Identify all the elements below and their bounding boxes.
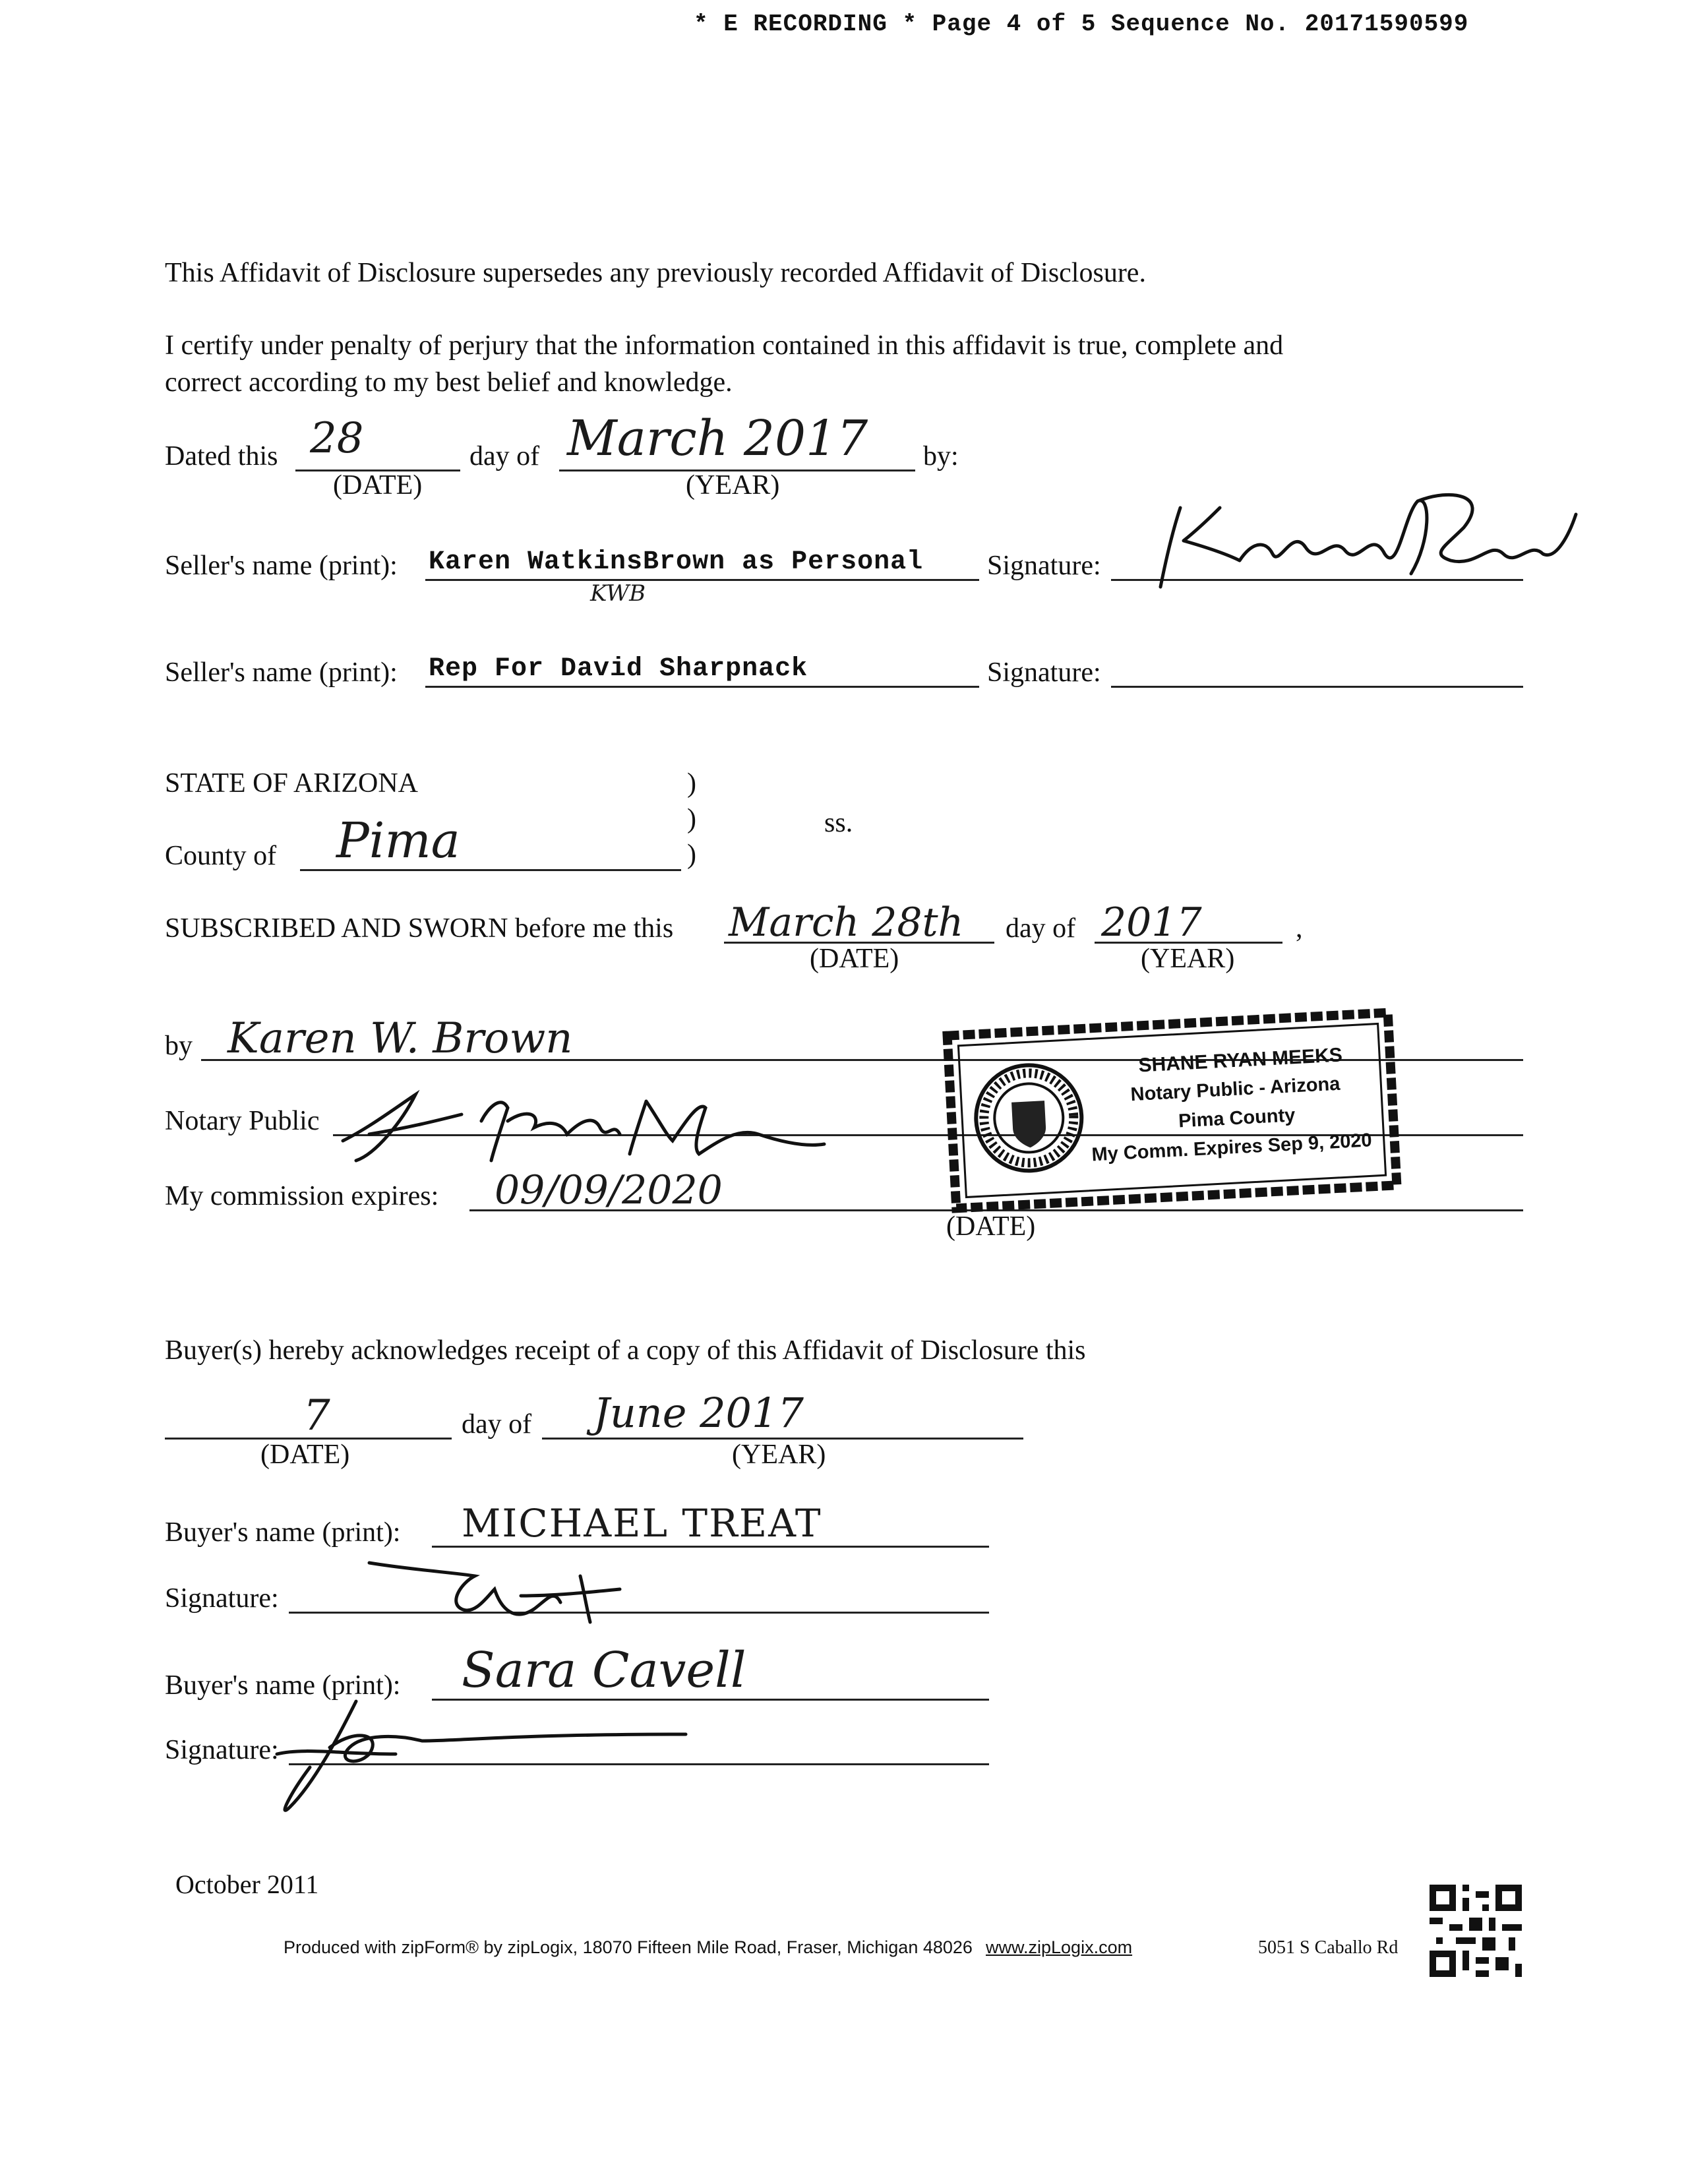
buyer-1-signature-image (356, 1536, 633, 1635)
stamp-expires: My Comm. Expires Sep 9, 2020 (1091, 1130, 1373, 1166)
seller-2-signature-label: Signature: (987, 657, 1101, 688)
buyer-day-of-label: day of (462, 1409, 532, 1440)
stamp-title: Notary Public - Arizona (1130, 1073, 1341, 1106)
form-date: October 2011 (175, 1869, 319, 1899)
seller-2-label: Seller's name (print): (165, 657, 398, 688)
paren-3: ) (687, 839, 696, 870)
seller-1-name: Karen WatkinsBrown as Personal (429, 547, 924, 577)
county-value: Pima (336, 812, 460, 869)
seller-1-label: Seller's name (print): (165, 551, 398, 581)
state-seal-icon (970, 1059, 1088, 1177)
ss-label: ss. (824, 808, 853, 838)
dated-month-year-value: March 2017 (567, 410, 868, 467)
paren-2: ) (687, 804, 696, 834)
buyer-month-year-value: June 2017 (593, 1389, 804, 1437)
buyer-1-name: MICHAEL TREAT (462, 1501, 822, 1546)
buyer-year-caption: (YEAR) (732, 1440, 826, 1470)
seller-2-name-line (425, 686, 979, 688)
dated-day-value: 28 (310, 414, 364, 463)
commission-date-caption: (DATE) (946, 1211, 1036, 1242)
buyer-2-signature-label: Signature: (165, 1735, 279, 1765)
sworn-comma: , (1296, 913, 1303, 944)
notary-signature-image (330, 1081, 831, 1167)
ziplogix-link[interactable]: www.zipLogix.com (986, 1937, 1133, 1957)
by-value: Karen W. Brown (227, 1014, 573, 1063)
sworn-date-value: March 28th (729, 899, 964, 946)
seller-2-signature-line (1111, 686, 1523, 688)
dated-day-of-label: day of (469, 441, 540, 471)
sworn-year-caption: (YEAR) (1141, 944, 1235, 974)
stamp-county: Pima County (1178, 1105, 1296, 1132)
property-address: 5051 S Caballo Rd (1258, 1937, 1399, 1958)
dated-label: Dated this (165, 441, 278, 471)
qr-code-icon (1430, 1885, 1522, 1977)
notary-stamp (942, 1007, 1402, 1213)
buyer-date-caption: (DATE) (260, 1440, 350, 1470)
certify-line-2: correct according to my best belief and knowledge. (165, 367, 733, 398)
seller-1-signature-image (1121, 488, 1582, 607)
sworn-year-value: 2017 (1101, 899, 1202, 946)
commission-value: 09/09/2020 (495, 1167, 723, 1213)
state-label: STATE OF ARIZONA (165, 768, 418, 799)
sworn-date-caption: (DATE) (810, 944, 899, 974)
county-line (300, 869, 681, 871)
commission-label: My commission expires: (165, 1181, 439, 1211)
buyer-1-signature-label: Signature: (165, 1583, 279, 1614)
buyer-ack-statement: Buyer(s) hereby acknowledges receipt of a copy of this Affidavit of Disclosure this (165, 1335, 1086, 1366)
dated-date-caption: (DATE) (333, 470, 423, 501)
dated-year-caption: (YEAR) (686, 470, 780, 501)
buyer-2-signature-image (264, 1688, 699, 1820)
buyer-1-label: Buyer's name (print): (165, 1517, 401, 1548)
buyer-2-name: Sara Cavell (462, 1642, 746, 1699)
seller-1-signature-label: Signature: (987, 551, 1101, 581)
sworn-label: SUBSCRIBED AND SWORN before me this (165, 913, 674, 944)
seller-1-initials: KWB (590, 580, 646, 607)
buyer-day-value: 7 (303, 1391, 330, 1440)
produced-by: Produced with zipForm® by zipLogix, 18070 Fifteen Mile Road, Fraser, Michigan 48026 (284, 1937, 973, 1957)
supersedes-statement: This Affidavit of Disclosure supersedes any previously recorded Affidavit of Disclosure. (165, 258, 1146, 288)
paren-1: ) (687, 768, 696, 799)
seller-1-name-line (425, 579, 979, 581)
recording-header: * E RECORDING * Page 4 of 5 Sequence No. 20171590599 (694, 11, 1469, 38)
county-label: County of (165, 841, 277, 871)
sworn-day-of-label: day of (1006, 913, 1076, 944)
stamp-name: SHANE RYAN MEEKS (1137, 1044, 1343, 1077)
buyer-2-label: Buyer's name (print): (165, 1670, 401, 1701)
dated-by-label: by: (923, 441, 959, 471)
certify-line-1: I certify under penalty of perjury that the information contained in this affidavit is true, complete and (165, 330, 1284, 361)
notary-public-label: Notary Public (165, 1106, 320, 1136)
by-label: by (165, 1031, 193, 1061)
seller-2-name: Rep For David Sharpnack (429, 654, 808, 684)
